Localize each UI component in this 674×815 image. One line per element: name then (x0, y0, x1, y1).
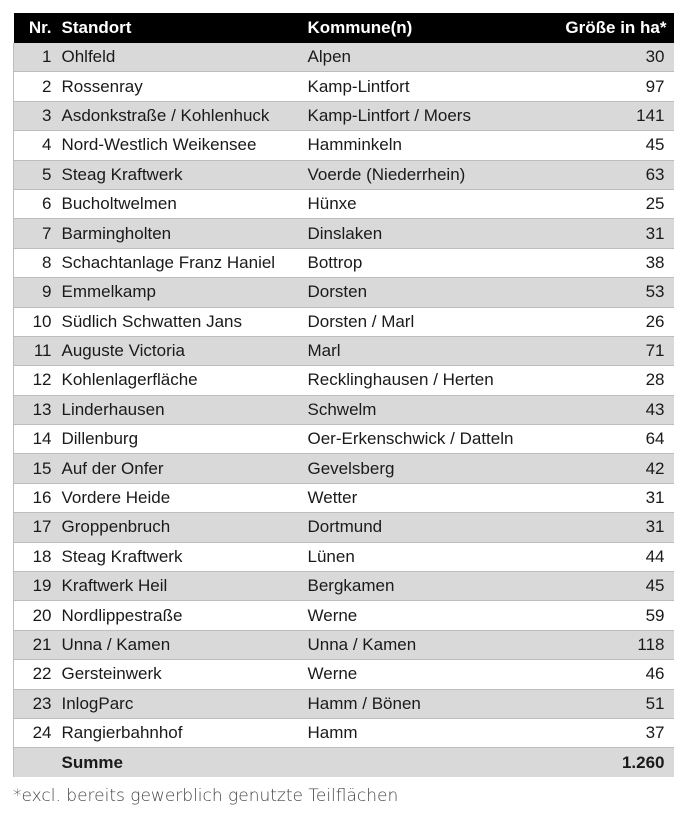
cell-standort: Steag Kraftwerk (58, 160, 304, 189)
cell-standort: Auguste Victoria (58, 336, 304, 365)
cell-kommune: Wetter (304, 483, 554, 512)
table-row (14, 189, 674, 218)
cell-groesse: 141 (554, 101, 674, 130)
table-header (14, 13, 674, 43)
cell-kommune: Dorsten / Marl (304, 307, 554, 336)
cell-groesse: 25 (554, 189, 674, 218)
table-row (14, 219, 674, 248)
cell-standort: Vordere Heide (58, 483, 304, 512)
table-row (14, 307, 674, 336)
cell-nr: 24 (14, 718, 58, 747)
cell-nr: 5 (14, 160, 58, 189)
summary-empty-cell (14, 748, 58, 778)
cell-kommune: Gevelsberg (304, 454, 554, 483)
cell-groesse: 31 (554, 513, 674, 542)
cell-nr: 14 (14, 425, 58, 454)
cell-groesse: 31 (554, 219, 674, 248)
cell-groesse: 63 (554, 160, 674, 189)
cell-standort: Bucholtwelmen (58, 189, 304, 218)
cell-groesse: 118 (554, 630, 674, 659)
cell-kommune: Hamm (304, 718, 554, 747)
table-row (14, 425, 674, 454)
cell-standort: Gersteinwerk (58, 660, 304, 689)
cell-groesse: 71 (554, 336, 674, 365)
cell-groesse: 59 (554, 601, 674, 630)
summary-label: Summe (58, 748, 304, 778)
cell-nr: 8 (14, 248, 58, 277)
cell-standort: Ohlfeld (58, 43, 304, 72)
cell-nr: 3 (14, 101, 58, 130)
table-row (14, 718, 674, 747)
cell-kommune: Werne (304, 660, 554, 689)
cell-groesse: 51 (554, 689, 674, 718)
cell-nr: 18 (14, 542, 58, 571)
cell-standort: Kohlenlagerfläche (58, 366, 304, 395)
header-standort: Standort (58, 13, 304, 43)
cell-standort: InlogParc (58, 689, 304, 718)
cell-standort: Linderhausen (58, 395, 304, 424)
cell-standort: Dillenburg (58, 425, 304, 454)
cell-nr: 23 (14, 689, 58, 718)
cell-kommune: Kamp-Lintfort / Moers (304, 101, 554, 130)
header-groesse: Größe in ha* (554, 13, 674, 43)
cell-kommune: Hünxe (304, 189, 554, 218)
cell-nr: 17 (14, 513, 58, 542)
table-row (14, 660, 674, 689)
table-row (14, 131, 674, 160)
cell-nr: 2 (14, 72, 58, 101)
cell-nr: 10 (14, 307, 58, 336)
table-row (14, 278, 674, 307)
table-row (14, 160, 674, 189)
cell-groesse: 43 (554, 395, 674, 424)
cell-nr: 13 (14, 395, 58, 424)
sites-table (13, 13, 674, 777)
cell-kommune: Hamm / Bönen (304, 689, 554, 718)
cell-standort: Steag Kraftwerk (58, 542, 304, 571)
cell-groesse: 53 (554, 278, 674, 307)
cell-nr: 15 (14, 454, 58, 483)
cell-standort: Rangierbahnhof (58, 718, 304, 747)
table-row (14, 601, 674, 630)
table-row (14, 513, 674, 542)
table-row (14, 689, 674, 718)
header-kommune: Kommune(n) (304, 13, 554, 43)
cell-nr: 6 (14, 189, 58, 218)
cell-standort: Unna / Kamen (58, 630, 304, 659)
footnote: *excl. bereits gewerblich genutzte Teilflächen (13, 786, 399, 806)
cell-standort: Südlich Schwatten Jans (58, 307, 304, 336)
cell-groesse: 45 (554, 572, 674, 601)
cell-nr: 12 (14, 366, 58, 395)
table-row (14, 483, 674, 512)
cell-standort: Schachtanlage Franz Haniel (58, 248, 304, 277)
cell-kommune: Bergkamen (304, 572, 554, 601)
cell-standort: Rossenray (58, 72, 304, 101)
table-row (14, 43, 674, 72)
cell-standort: Kraftwerk Heil (58, 572, 304, 601)
cell-kommune: Marl (304, 336, 554, 365)
table-row (14, 336, 674, 365)
cell-kommune: Kamp-Lintfort (304, 72, 554, 101)
cell-groesse: 38 (554, 248, 674, 277)
table-row (14, 630, 674, 659)
cell-kommune: Oer-Erkenschwick / Datteln (304, 425, 554, 454)
cell-groesse: 31 (554, 483, 674, 512)
cell-standort: Auf der Onfer (58, 454, 304, 483)
table-body (14, 43, 674, 748)
cell-groesse: 37 (554, 718, 674, 747)
cell-kommune: Hamminkeln (304, 131, 554, 160)
cell-standort: Nord-Westlich Weikensee (58, 131, 304, 160)
table-row (14, 366, 674, 395)
table-row (14, 395, 674, 424)
cell-kommune: Lünen (304, 542, 554, 571)
cell-nr: 4 (14, 131, 58, 160)
cell-groesse: 30 (554, 43, 674, 72)
cell-standort: Barmingholten (58, 219, 304, 248)
cell-nr: 22 (14, 660, 58, 689)
cell-groesse: 44 (554, 542, 674, 571)
cell-groesse: 97 (554, 72, 674, 101)
cell-standort: Groppenbruch (58, 513, 304, 542)
cell-kommune: Dortmund (304, 513, 554, 542)
cell-kommune: Unna / Kamen (304, 630, 554, 659)
cell-standort: Emmelkamp (58, 278, 304, 307)
cell-nr: 7 (14, 219, 58, 248)
table-row (14, 72, 674, 101)
table-row (14, 572, 674, 601)
cell-groesse: 45 (554, 131, 674, 160)
cell-nr: 16 (14, 483, 58, 512)
cell-nr: 9 (14, 278, 58, 307)
summary-value: 1.260 (554, 748, 674, 778)
cell-nr: 20 (14, 601, 58, 630)
cell-kommune: Schwelm (304, 395, 554, 424)
sites-table-container (13, 13, 674, 777)
cell-kommune: Alpen (304, 43, 554, 72)
table-row (14, 542, 674, 571)
cell-kommune: Dorsten (304, 278, 554, 307)
cell-nr: 1 (14, 43, 58, 72)
cell-nr: 19 (14, 572, 58, 601)
table-row (14, 248, 674, 277)
summary-empty-cell-2 (304, 748, 554, 778)
cell-kommune: Bottrop (304, 248, 554, 277)
cell-groesse: 26 (554, 307, 674, 336)
cell-groesse: 46 (554, 660, 674, 689)
cell-groesse: 64 (554, 425, 674, 454)
table-footer (14, 748, 674, 778)
summary-row (14, 748, 674, 778)
cell-groesse: 28 (554, 366, 674, 395)
table-row (14, 454, 674, 483)
cell-nr: 11 (14, 336, 58, 365)
cell-kommune: Recklinghausen / Herten (304, 366, 554, 395)
header-nr: Nr. (14, 13, 58, 43)
cell-groesse: 42 (554, 454, 674, 483)
cell-kommune: Dinslaken (304, 219, 554, 248)
cell-standort: Asdonkstraße / Kohlenhuck (58, 101, 304, 130)
cell-kommune: Voerde (Niederrhein) (304, 160, 554, 189)
table-row (14, 101, 674, 130)
cell-nr: 21 (14, 630, 58, 659)
cell-standort: Nordlippestraße (58, 601, 304, 630)
header-row (14, 13, 674, 43)
cell-kommune: Werne (304, 601, 554, 630)
